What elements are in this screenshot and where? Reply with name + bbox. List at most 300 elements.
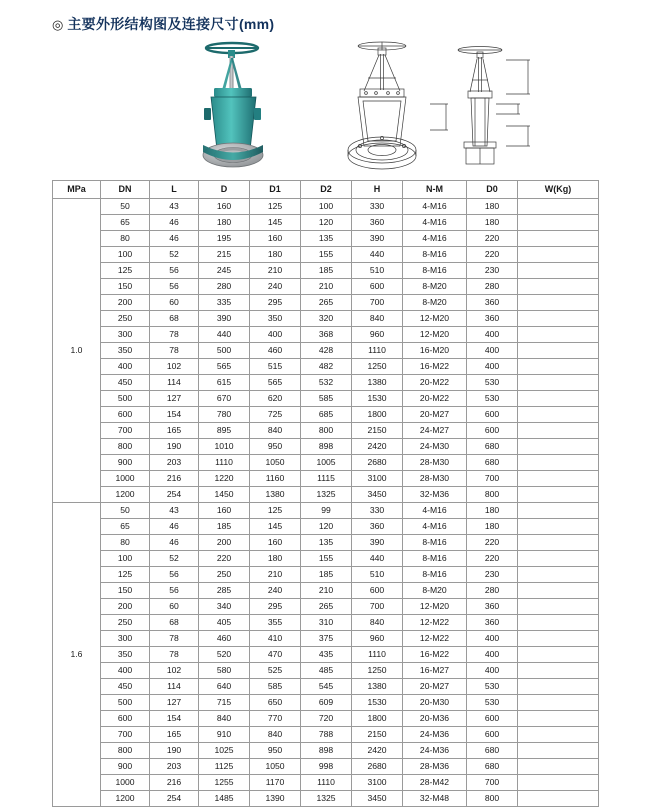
cell-w xyxy=(518,711,599,727)
col-header-dn: DN xyxy=(101,181,150,199)
cell-d: 195 xyxy=(199,231,250,247)
cell-d1: 145 xyxy=(250,519,301,535)
cell-h: 2680 xyxy=(352,759,403,775)
cell-d1: 470 xyxy=(250,647,301,663)
cell-nm: 16-M20 xyxy=(403,343,467,359)
cell-w xyxy=(518,599,599,615)
table-row xyxy=(53,647,599,663)
cell-d0: 220 xyxy=(467,247,518,263)
cell-d2: 800 xyxy=(301,423,352,439)
cell-l: 43 xyxy=(150,199,199,215)
cell-w xyxy=(518,407,599,423)
cell-d: 285 xyxy=(199,583,250,599)
cell-d: 1010 xyxy=(199,439,250,455)
cell-d1: 460 xyxy=(250,343,301,359)
cell-d2: 545 xyxy=(301,679,352,695)
table-header-row xyxy=(53,181,599,199)
cell-l: 190 xyxy=(150,439,199,455)
cell-nm: 8-M20 xyxy=(403,295,467,311)
cell-l: 190 xyxy=(150,743,199,759)
cell-h: 440 xyxy=(352,551,403,567)
cell-d1: 1050 xyxy=(250,759,301,775)
cell-dn: 450 xyxy=(101,679,150,695)
page-title xyxy=(52,14,274,34)
cell-l: 56 xyxy=(150,567,199,583)
cell-d: 200 xyxy=(199,535,250,551)
cell-dn: 350 xyxy=(101,343,150,359)
table-row xyxy=(53,327,599,343)
cell-h: 1530 xyxy=(352,695,403,711)
cell-d1: 145 xyxy=(250,215,301,231)
cell-d0: 680 xyxy=(467,455,518,471)
cell-dn: 150 xyxy=(101,279,150,295)
cell-d2: 1110 xyxy=(301,775,352,791)
cell-d2: 898 xyxy=(301,743,352,759)
cell-h: 960 xyxy=(352,631,403,647)
cell-h: 1380 xyxy=(352,375,403,391)
cell-nm: 4-M16 xyxy=(403,215,467,231)
cell-d1: 770 xyxy=(250,711,301,727)
cell-dn: 50 xyxy=(101,199,150,215)
cell-d1: 410 xyxy=(250,631,301,647)
valve-line-svg xyxy=(330,34,540,176)
cell-nm: 20-M22 xyxy=(403,375,467,391)
table-row xyxy=(53,359,599,375)
cell-nm: 4-M16 xyxy=(403,503,467,519)
cell-nm: 28-M36 xyxy=(403,759,467,775)
cell-d2: 1005 xyxy=(301,455,352,471)
cell-d2: 485 xyxy=(301,663,352,679)
table-row xyxy=(53,535,599,551)
cell-dn: 600 xyxy=(101,711,150,727)
cell-d2: 998 xyxy=(301,759,352,775)
cell-w xyxy=(518,487,599,503)
cell-nm: 20-M27 xyxy=(403,679,467,695)
col-header-h: H xyxy=(352,181,403,199)
table-row xyxy=(53,663,599,679)
col-header-w: W(Kg) xyxy=(518,181,599,199)
cell-l: 216 xyxy=(150,775,199,791)
pressure-rating-cell: 1.6 xyxy=(53,503,101,807)
valve-3d-svg xyxy=(170,34,300,176)
cell-dn: 150 xyxy=(101,583,150,599)
cell-h: 3450 xyxy=(352,487,403,503)
table-row xyxy=(53,215,599,231)
cell-l: 203 xyxy=(150,759,199,775)
cell-d0: 220 xyxy=(467,535,518,551)
cell-d2: 155 xyxy=(301,247,352,263)
cell-dn: 300 xyxy=(101,327,150,343)
knife-gate-valve-line-drawings xyxy=(330,34,540,176)
cell-d1: 240 xyxy=(250,279,301,295)
cell-d0: 680 xyxy=(467,743,518,759)
cell-w xyxy=(518,567,599,583)
table-row xyxy=(53,631,599,647)
cell-d: 910 xyxy=(199,727,250,743)
cell-d1: 840 xyxy=(250,727,301,743)
cell-nm: 8-M20 xyxy=(403,583,467,599)
cell-d1: 180 xyxy=(250,551,301,567)
table-row xyxy=(53,743,599,759)
cell-d1: 1170 xyxy=(250,775,301,791)
cell-dn: 700 xyxy=(101,727,150,743)
cell-d1: 525 xyxy=(250,663,301,679)
cell-d0: 360 xyxy=(467,599,518,615)
cell-d1: 725 xyxy=(250,407,301,423)
cell-d: 160 xyxy=(199,503,250,519)
cell-d0: 530 xyxy=(467,391,518,407)
table-row xyxy=(53,775,599,791)
cell-d2: 210 xyxy=(301,583,352,599)
cell-dn: 200 xyxy=(101,599,150,615)
cell-h: 600 xyxy=(352,279,403,295)
cell-dn: 500 xyxy=(101,391,150,407)
cell-h: 330 xyxy=(352,199,403,215)
cell-w xyxy=(518,615,599,631)
cell-d0: 400 xyxy=(467,631,518,647)
cell-d2: 482 xyxy=(301,359,352,375)
cell-h: 3450 xyxy=(352,791,403,807)
cell-h: 2150 xyxy=(352,423,403,439)
cell-nm: 24-M36 xyxy=(403,743,467,759)
cell-nm: 4-M16 xyxy=(403,199,467,215)
cell-d: 160 xyxy=(199,199,250,215)
cell-d1: 125 xyxy=(250,503,301,519)
cell-nm: 32-M36 xyxy=(403,487,467,503)
cell-l: 46 xyxy=(150,215,199,231)
cell-d0: 530 xyxy=(467,375,518,391)
cell-d: 715 xyxy=(199,695,250,711)
cell-d2: 585 xyxy=(301,391,352,407)
cell-w xyxy=(518,503,599,519)
cell-nm: 8-M16 xyxy=(403,551,467,567)
cell-d0: 220 xyxy=(467,551,518,567)
cell-l: 43 xyxy=(150,503,199,519)
col-header-d0: D0 xyxy=(467,181,518,199)
cell-d2: 155 xyxy=(301,551,352,567)
table-body xyxy=(53,199,599,807)
cell-l: 102 xyxy=(150,663,199,679)
cell-d0: 360 xyxy=(467,615,518,631)
cell-dn: 900 xyxy=(101,759,150,775)
cell-d: 640 xyxy=(199,679,250,695)
cell-l: 52 xyxy=(150,247,199,263)
cell-l: 114 xyxy=(150,679,199,695)
cell-d1: 1390 xyxy=(250,791,301,807)
table-row xyxy=(53,263,599,279)
cell-h: 3100 xyxy=(352,471,403,487)
cell-d1: 160 xyxy=(250,231,301,247)
cell-l: 56 xyxy=(150,263,199,279)
knife-gate-valve-3d-view xyxy=(170,34,300,176)
cell-h: 700 xyxy=(352,295,403,311)
cell-nm: 4-M16 xyxy=(403,231,467,247)
cell-dn: 100 xyxy=(101,551,150,567)
table-row xyxy=(53,583,599,599)
cell-l: 78 xyxy=(150,647,199,663)
table-row xyxy=(53,295,599,311)
cell-d2: 100 xyxy=(301,199,352,215)
cell-d1: 210 xyxy=(250,263,301,279)
cell-d0: 180 xyxy=(467,199,518,215)
cell-dn: 300 xyxy=(101,631,150,647)
cell-d0: 400 xyxy=(467,663,518,679)
cell-h: 1530 xyxy=(352,391,403,407)
cell-dn: 200 xyxy=(101,295,150,311)
cell-w xyxy=(518,759,599,775)
cell-dn: 250 xyxy=(101,311,150,327)
col-header-nm: N-M xyxy=(403,181,467,199)
cell-dn: 400 xyxy=(101,663,150,679)
cell-l: 114 xyxy=(150,375,199,391)
cell-w xyxy=(518,391,599,407)
cell-d2: 265 xyxy=(301,295,352,311)
cell-w xyxy=(518,551,599,567)
cell-d: 1110 xyxy=(199,455,250,471)
cell-d0: 230 xyxy=(467,567,518,583)
cell-dn: 700 xyxy=(101,423,150,439)
cell-d2: 99 xyxy=(301,503,352,519)
cell-l: 78 xyxy=(150,631,199,647)
cell-w xyxy=(518,311,599,327)
table-row xyxy=(53,375,599,391)
cell-d2: 532 xyxy=(301,375,352,391)
table-row xyxy=(53,615,599,631)
cell-h: 390 xyxy=(352,231,403,247)
table-row xyxy=(53,439,599,455)
cell-nm: 20-M30 xyxy=(403,695,467,711)
cell-h: 960 xyxy=(352,327,403,343)
cell-d2: 120 xyxy=(301,215,352,231)
cell-d2: 788 xyxy=(301,727,352,743)
cell-d: 180 xyxy=(199,215,250,231)
cell-nm: 28-M30 xyxy=(403,471,467,487)
cell-dn: 80 xyxy=(101,535,150,551)
cell-d: 670 xyxy=(199,391,250,407)
col-header-d2: D2 xyxy=(301,181,352,199)
cell-dn: 65 xyxy=(101,215,150,231)
cell-h: 1250 xyxy=(352,663,403,679)
cell-d: 390 xyxy=(199,311,250,327)
cell-d1: 210 xyxy=(250,567,301,583)
cell-nm: 24-M36 xyxy=(403,727,467,743)
cell-d: 335 xyxy=(199,295,250,311)
cell-l: 60 xyxy=(150,599,199,615)
table-row xyxy=(53,695,599,711)
cell-d0: 700 xyxy=(467,775,518,791)
cell-nm: 24-M30 xyxy=(403,439,467,455)
cell-w xyxy=(518,231,599,247)
cell-d0: 360 xyxy=(467,311,518,327)
cell-w xyxy=(518,247,599,263)
cell-d1: 1380 xyxy=(250,487,301,503)
cell-d0: 680 xyxy=(467,439,518,455)
cell-dn: 125 xyxy=(101,263,150,279)
cell-d2: 368 xyxy=(301,327,352,343)
cell-d: 245 xyxy=(199,263,250,279)
cell-l: 68 xyxy=(150,311,199,327)
cell-d2: 185 xyxy=(301,263,352,279)
table-row xyxy=(53,343,599,359)
cell-d1: 620 xyxy=(250,391,301,407)
cell-dn: 800 xyxy=(101,743,150,759)
cell-w xyxy=(518,727,599,743)
table-row xyxy=(53,679,599,695)
dimension-table xyxy=(52,180,599,807)
cell-h: 2150 xyxy=(352,727,403,743)
cell-h: 1110 xyxy=(352,647,403,663)
cell-nm: 12-M20 xyxy=(403,311,467,327)
cell-w xyxy=(518,343,599,359)
cell-d0: 220 xyxy=(467,231,518,247)
cell-d2: 120 xyxy=(301,519,352,535)
cell-d: 1025 xyxy=(199,743,250,759)
table-row xyxy=(53,471,599,487)
table-row xyxy=(53,567,599,583)
cell-h: 840 xyxy=(352,311,403,327)
cell-nm: 12-M20 xyxy=(403,327,467,343)
cell-h: 1250 xyxy=(352,359,403,375)
cell-w xyxy=(518,455,599,471)
cell-d0: 280 xyxy=(467,583,518,599)
table-row xyxy=(53,231,599,247)
table-row xyxy=(53,759,599,775)
cell-w xyxy=(518,535,599,551)
table-row xyxy=(53,503,599,519)
cell-w xyxy=(518,583,599,599)
table-row xyxy=(53,407,599,423)
cell-d2: 1325 xyxy=(301,487,352,503)
col-header-d: D xyxy=(199,181,250,199)
cell-w xyxy=(518,295,599,311)
cell-h: 840 xyxy=(352,615,403,631)
cell-d1: 1050 xyxy=(250,455,301,471)
cell-l: 165 xyxy=(150,727,199,743)
cell-h: 390 xyxy=(352,535,403,551)
cell-d0: 600 xyxy=(467,423,518,439)
cell-d2: 135 xyxy=(301,535,352,551)
cell-d2: 320 xyxy=(301,311,352,327)
cell-d1: 400 xyxy=(250,327,301,343)
cell-w xyxy=(518,791,599,807)
cell-h: 510 xyxy=(352,567,403,583)
cell-d2: 185 xyxy=(301,567,352,583)
cell-w xyxy=(518,471,599,487)
cell-d1: 240 xyxy=(250,583,301,599)
cell-h: 360 xyxy=(352,215,403,231)
cell-l: 102 xyxy=(150,359,199,375)
cell-d2: 720 xyxy=(301,711,352,727)
col-header-l: L xyxy=(150,181,199,199)
cell-w xyxy=(518,519,599,535)
cell-w xyxy=(518,647,599,663)
cell-l: 165 xyxy=(150,423,199,439)
cell-d1: 350 xyxy=(250,311,301,327)
cell-d1: 515 xyxy=(250,359,301,375)
cell-l: 46 xyxy=(150,535,199,551)
cell-h: 330 xyxy=(352,503,403,519)
cell-w xyxy=(518,663,599,679)
table-row xyxy=(53,247,599,263)
cell-w xyxy=(518,775,599,791)
cell-dn: 80 xyxy=(101,231,150,247)
cell-d2: 135 xyxy=(301,231,352,247)
table-row xyxy=(53,711,599,727)
cell-w xyxy=(518,631,599,647)
cell-d0: 680 xyxy=(467,759,518,775)
cell-dn: 65 xyxy=(101,519,150,535)
cell-w xyxy=(518,743,599,759)
cell-l: 127 xyxy=(150,695,199,711)
cell-d1: 650 xyxy=(250,695,301,711)
cell-nm: 20-M27 xyxy=(403,407,467,423)
cell-d1: 950 xyxy=(250,743,301,759)
cell-d0: 400 xyxy=(467,359,518,375)
table-row xyxy=(53,487,599,503)
cell-l: 46 xyxy=(150,231,199,247)
cell-l: 203 xyxy=(150,455,199,471)
cell-d: 615 xyxy=(199,375,250,391)
cell-nm: 16-M22 xyxy=(403,359,467,375)
cell-dn: 450 xyxy=(101,375,150,391)
pressure-rating-cell: 1.0 xyxy=(53,199,101,503)
cell-d: 1255 xyxy=(199,775,250,791)
cell-d: 780 xyxy=(199,407,250,423)
cell-d: 895 xyxy=(199,423,250,439)
cell-l: 216 xyxy=(150,471,199,487)
cell-w xyxy=(518,279,599,295)
cell-d: 565 xyxy=(199,359,250,375)
cell-nm: 16-M22 xyxy=(403,647,467,663)
dimension-table-wrap xyxy=(52,180,598,807)
table-row xyxy=(53,455,599,471)
cell-h: 440 xyxy=(352,247,403,263)
cell-h: 510 xyxy=(352,263,403,279)
cell-dn: 50 xyxy=(101,503,150,519)
cell-dn: 600 xyxy=(101,407,150,423)
cell-d: 280 xyxy=(199,279,250,295)
cell-h: 600 xyxy=(352,583,403,599)
cell-w xyxy=(518,359,599,375)
cell-d: 460 xyxy=(199,631,250,647)
cell-l: 56 xyxy=(150,279,199,295)
cell-nm: 12-M22 xyxy=(403,631,467,647)
cell-nm: 28-M30 xyxy=(403,455,467,471)
cell-d2: 1115 xyxy=(301,471,352,487)
cell-d: 340 xyxy=(199,599,250,615)
cell-d1: 565 xyxy=(250,375,301,391)
table-row xyxy=(53,311,599,327)
cell-d0: 180 xyxy=(467,519,518,535)
cell-d1: 295 xyxy=(250,599,301,615)
cell-d1: 1160 xyxy=(250,471,301,487)
cell-d2: 1325 xyxy=(301,791,352,807)
cell-d0: 800 xyxy=(467,791,518,807)
table-row xyxy=(53,423,599,439)
cell-d: 500 xyxy=(199,343,250,359)
cell-d: 220 xyxy=(199,551,250,567)
cell-h: 2420 xyxy=(352,743,403,759)
cell-d: 185 xyxy=(199,519,250,535)
cell-d2: 428 xyxy=(301,343,352,359)
cell-l: 46 xyxy=(150,519,199,535)
cell-dn: 125 xyxy=(101,567,150,583)
cell-nm: 12-M20 xyxy=(403,599,467,615)
cell-d2: 210 xyxy=(301,279,352,295)
page-title-text: 主要外形结构图及连接尺寸(mm) xyxy=(67,16,275,32)
cell-d: 1450 xyxy=(199,487,250,503)
cell-d0: 180 xyxy=(467,503,518,519)
